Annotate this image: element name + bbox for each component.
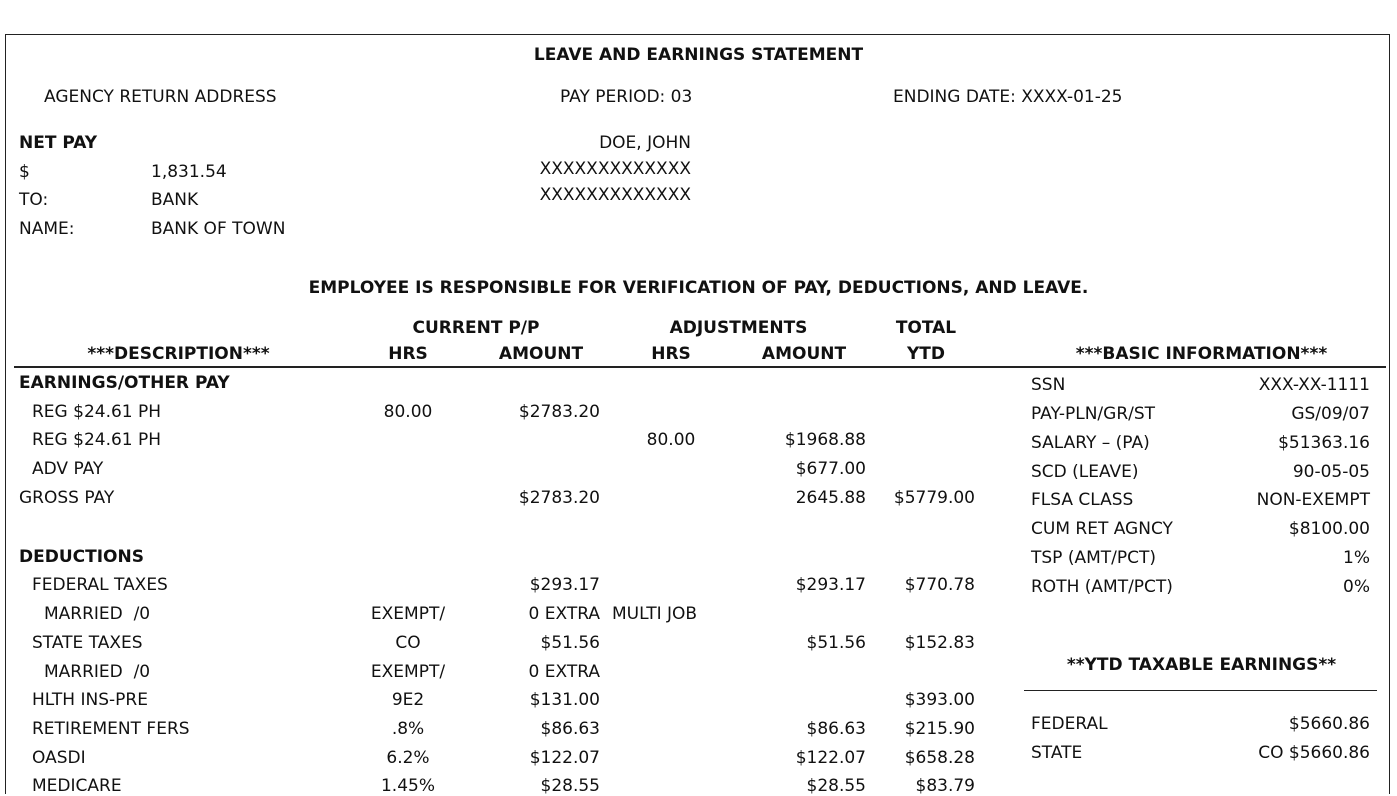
row-amount: 0 EXTRA (528, 662, 600, 682)
basic-info-value: 1% (1343, 548, 1370, 568)
ytd-taxable-value: $5660.86 (1288, 714, 1370, 734)
row-description: RETIREMENT FERS (32, 719, 190, 739)
row-hrs: EXEMPT/ (370, 662, 446, 682)
row-description: OASDI (32, 748, 86, 768)
ytd-taxable-heading: **YTD TAXABLE EARNINGS** (1066, 655, 1337, 675)
header-adj-amount: AMOUNT (761, 344, 847, 364)
row-ytd: $215.90 (904, 719, 975, 739)
net-pay-amount: 1,831.54 (151, 162, 227, 182)
row-description: STATE TAXES (32, 633, 143, 653)
header-description: ***DESCRIPTION*** (87, 344, 270, 364)
basic-info-label: SALARY – (PA) (1031, 433, 1150, 453)
row-ytd: $658.28 (904, 748, 975, 768)
basic-info-heading: ***BASIC INFORMATION*** (1075, 344, 1328, 364)
ytd-taxable-label: STATE (1031, 743, 1083, 763)
ytd-taxable-label: FEDERAL (1031, 714, 1108, 734)
gross-pay-amount: $2783.20 (518, 488, 600, 508)
row-description: REG $24.61 PH (32, 430, 162, 450)
basic-info-value: $8100.00 (1288, 519, 1370, 539)
row-adj-hrs: 80.00 (646, 430, 696, 450)
row-adj-hrs: MULTI JOB (612, 604, 698, 624)
row-hrs: .8% (391, 719, 425, 739)
basic-info-value: 90-05-05 (1292, 462, 1370, 482)
row-hrs: 1.45% (380, 776, 435, 796)
basic-info-label: SSN (1031, 375, 1066, 395)
basic-info-value: XXX-XX-1111 (1258, 375, 1370, 395)
row-adj-amount: $122.07 (795, 748, 866, 768)
row-hrs: EXEMPT/ (370, 604, 446, 624)
header-ytd: YTD (906, 344, 946, 364)
header-current-pp: CURRENT P/P (412, 318, 540, 338)
row-amount: $293.17 (529, 575, 600, 595)
basic-info-label: PAY-PLN/GR/ST (1031, 404, 1156, 424)
employee-name: DOE, JOHN (599, 133, 691, 153)
row-ytd: $393.00 (904, 690, 975, 710)
net-pay-name-value: BANK OF TOWN (151, 219, 286, 239)
row-ytd: $83.79 (915, 776, 975, 796)
basic-info-label: TSP (AMT/PCT) (1031, 548, 1157, 568)
gross-pay-ytd: $5779.00 (893, 488, 975, 508)
gross-pay-adj-amount: 2645.88 (795, 488, 866, 508)
row-adj-amount: $28.55 (806, 776, 866, 796)
gross-pay-label: GROSS PAY (19, 488, 115, 508)
row-amount: $122.07 (529, 748, 600, 768)
net-pay-currency-label: $ (19, 162, 30, 182)
employee-line-1: XXXXXXXXXXXXX (539, 159, 691, 179)
basic-info-label: ROTH (AMT/PCT) (1031, 577, 1173, 597)
row-adj-amount: $293.17 (795, 575, 866, 595)
row-amount: $86.63 (540, 719, 600, 739)
basic-info-value: NON-EXEMPT (1256, 490, 1370, 510)
header-total: TOTAL (895, 318, 957, 338)
basic-info-label: SCD (LEAVE) (1031, 462, 1139, 482)
row-description: MARRIED /0 (44, 604, 151, 624)
basic-info-label: FLSA CLASS (1031, 490, 1134, 510)
verification-notice: EMPLOYEE IS RESPONSIBLE FOR VERIFICATION OF PAY, DEDUCTIONS, AND LEAVE. (308, 278, 1089, 298)
pay-period: PAY PERIOD: 03 (560, 87, 693, 107)
basic-info-label: CUM RET AGNCY (1031, 519, 1173, 539)
basic-info-value: GS/09/07 (1291, 404, 1370, 424)
deductions-heading: DEDUCTIONS (19, 547, 144, 567)
row-amount: $51.56 (540, 633, 600, 653)
earnings-heading: EARNINGS/OTHER PAY (19, 373, 230, 393)
row-adj-amount: $86.63 (806, 719, 866, 739)
leave-earnings-statement (5, 34, 1390, 794)
net-pay-name-label: NAME: (19, 219, 75, 239)
row-description: MEDICARE (32, 776, 122, 796)
row-hrs: 6.2% (386, 748, 430, 768)
row-description: FEDERAL TAXES (32, 575, 168, 595)
row-adj-amount: $1968.88 (784, 430, 866, 450)
header-adjustments: ADJUSTMENTS (669, 318, 808, 338)
row-ytd: $152.83 (904, 633, 975, 653)
header-adj-hrs: HRS (651, 344, 691, 364)
ytd-taxable-value: CO $5660.86 (1258, 743, 1370, 763)
row-description: ADV PAY (32, 459, 104, 479)
row-hrs: 80.00 (383, 402, 433, 422)
ending-date: ENDING DATE: XXXX-01-25 (893, 87, 1123, 107)
row-ytd: $770.78 (904, 575, 975, 595)
row-hrs: CO (395, 633, 421, 653)
net-pay-to-value: BANK (151, 190, 199, 210)
header-amount: AMOUNT (498, 344, 584, 364)
row-hrs: 9E2 (391, 690, 425, 710)
net-pay-heading: NET PAY (19, 133, 98, 153)
basic-info-value: 0% (1343, 577, 1370, 597)
net-pay-to-label: TO: (19, 190, 49, 210)
header-hrs: HRS (388, 344, 428, 364)
row-amount: 0 EXTRA (528, 604, 600, 624)
agency-return-address: AGENCY RETURN ADDRESS (44, 87, 277, 107)
row-description: REG $24.61 PH (32, 402, 162, 422)
row-amount: $131.00 (529, 690, 600, 710)
statement-title: LEAVE AND EARNINGS STATEMENT (533, 45, 864, 65)
row-adj-amount: $677.00 (795, 459, 866, 479)
header-divider (14, 366, 1386, 368)
row-description: MARRIED /0 (44, 662, 151, 682)
row-description: HLTH INS-PRE (32, 690, 148, 710)
ytd-taxable-divider (1024, 690, 1377, 691)
employee-line-2: XXXXXXXXXXXXX (539, 185, 691, 205)
row-adj-amount: $51.56 (806, 633, 866, 653)
row-amount: $28.55 (540, 776, 600, 796)
basic-info-value: $51363.16 (1278, 433, 1370, 453)
row-amount: $2783.20 (518, 402, 600, 422)
